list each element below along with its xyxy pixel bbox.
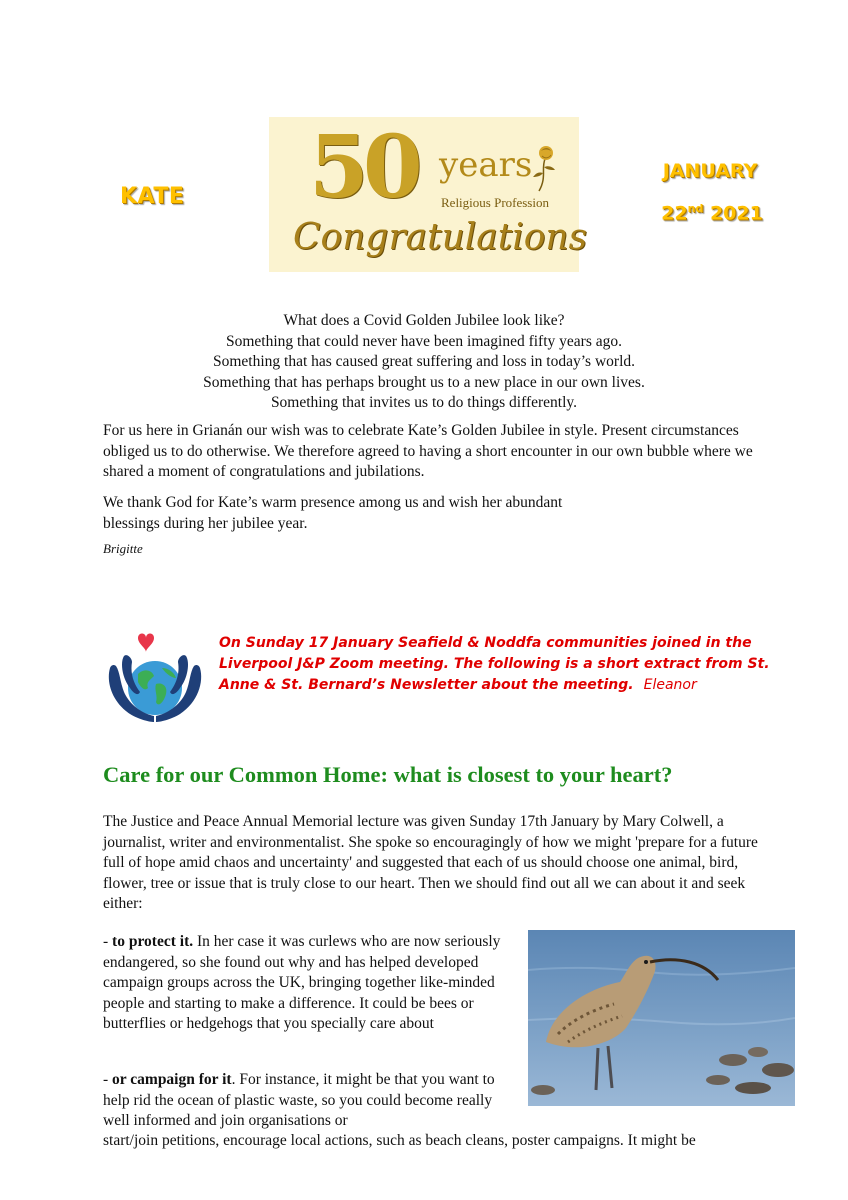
article-heading: Care for our Common Home: what is closest to your heart? — [103, 762, 673, 787]
campaign-lead: - — [103, 1071, 113, 1088]
name-title: KATE — [120, 184, 185, 209]
jp-author: Eleanor — [643, 677, 697, 693]
signature: Brigitte — [103, 541, 143, 556]
campaign-continuation: start/join petitions, encourage local actions, such as beach cleans, poster campaigns. It might be — [103, 1132, 696, 1149]
campaign-text: . For instance, it might be that you want to help rid the ocean of plastic waste, so you could become really well informed and join organisations or — [103, 1071, 495, 1129]
article-intro: The Justice and Peace Annual Memorial lecture was given Sunday 17th January by Mary Colwell, a journalist, writer and environmentalist. She spoke so encouragingly of how we might 'prepare for a future full of hope amid chaos and uncertainty' and suggested that each of us should choose one animal, bird, flower, tree or issue that is truly close to our heart. Then we should find out all we can about it and seek either: — [103, 813, 758, 912]
poem-line: Something that has caused great suffering and loss in today’s world. — [212, 353, 635, 370]
globe-in-hands-icon — [100, 622, 210, 730]
date-day-suffix: nd — [687, 202, 704, 215]
campaign-bold: or campaign for it — [112, 1071, 232, 1088]
jp-text: On Sunday 17 January Seafield & Noddfa communities joined in the Liverpool J&P Zoom meeting. The following is a short extract from St. Anne & St. Bernard’s Newsletter about the meeting. — [219, 635, 770, 693]
banner-congratulations: Congratulations — [293, 217, 588, 258]
banner-years: years — [439, 145, 533, 185]
curlew-photo — [528, 930, 795, 1106]
banner-profession: Religious Profession — [441, 195, 549, 210]
poem-line: What does a Covid Golden Jubilee look like? — [283, 312, 565, 329]
poem — [100, 311, 748, 414]
rose-icon — [531, 143, 561, 193]
date-day — [644, 202, 780, 224]
protect-paragraph — [103, 932, 513, 1035]
celebration-paragraph: For us here in Grianán our wish was to celebrate Kate’s Golden Jubilee in style. Present circumstances obliged us to do otherwise. We therefore agreed to having a short encounter in our own bubble where we shared a moment of congratulations and jubilations. — [103, 422, 753, 480]
date-month: JANUARY — [662, 160, 758, 182]
banner-number: 50 — [309, 117, 417, 218]
campaign-paragraph — [103, 1070, 513, 1132]
date-block — [640, 160, 780, 224]
jubilee-banner — [269, 117, 588, 272]
poem-line: Something that could never have been imagined fifty years ago. — [226, 332, 622, 350]
protect-lead: - — [103, 933, 113, 950]
thanks-paragraph: We thank God for Kate’s warm presence among us and wish her abundant blessings during her jubilee year. — [103, 494, 563, 532]
date-year: 2021 — [709, 202, 763, 225]
protect-text: In her case it was curlews who are now seriously endangered, so she found out why and has helped developed campaign groups across the UK, bringing together like-minded people and starting to make a difference. It could be bees or butterflies or hedgehogs that you specially care about — [103, 933, 501, 1032]
poem-line: Something that invites us to do things differently. — [270, 394, 578, 411]
jp-announcement — [219, 633, 779, 696]
protect-bold: to protect it. — [112, 933, 194, 950]
date-day-number: 22 — [661, 202, 688, 225]
poem-line: Something that has perhaps brought us to a new place in our own lives. — [203, 373, 645, 391]
